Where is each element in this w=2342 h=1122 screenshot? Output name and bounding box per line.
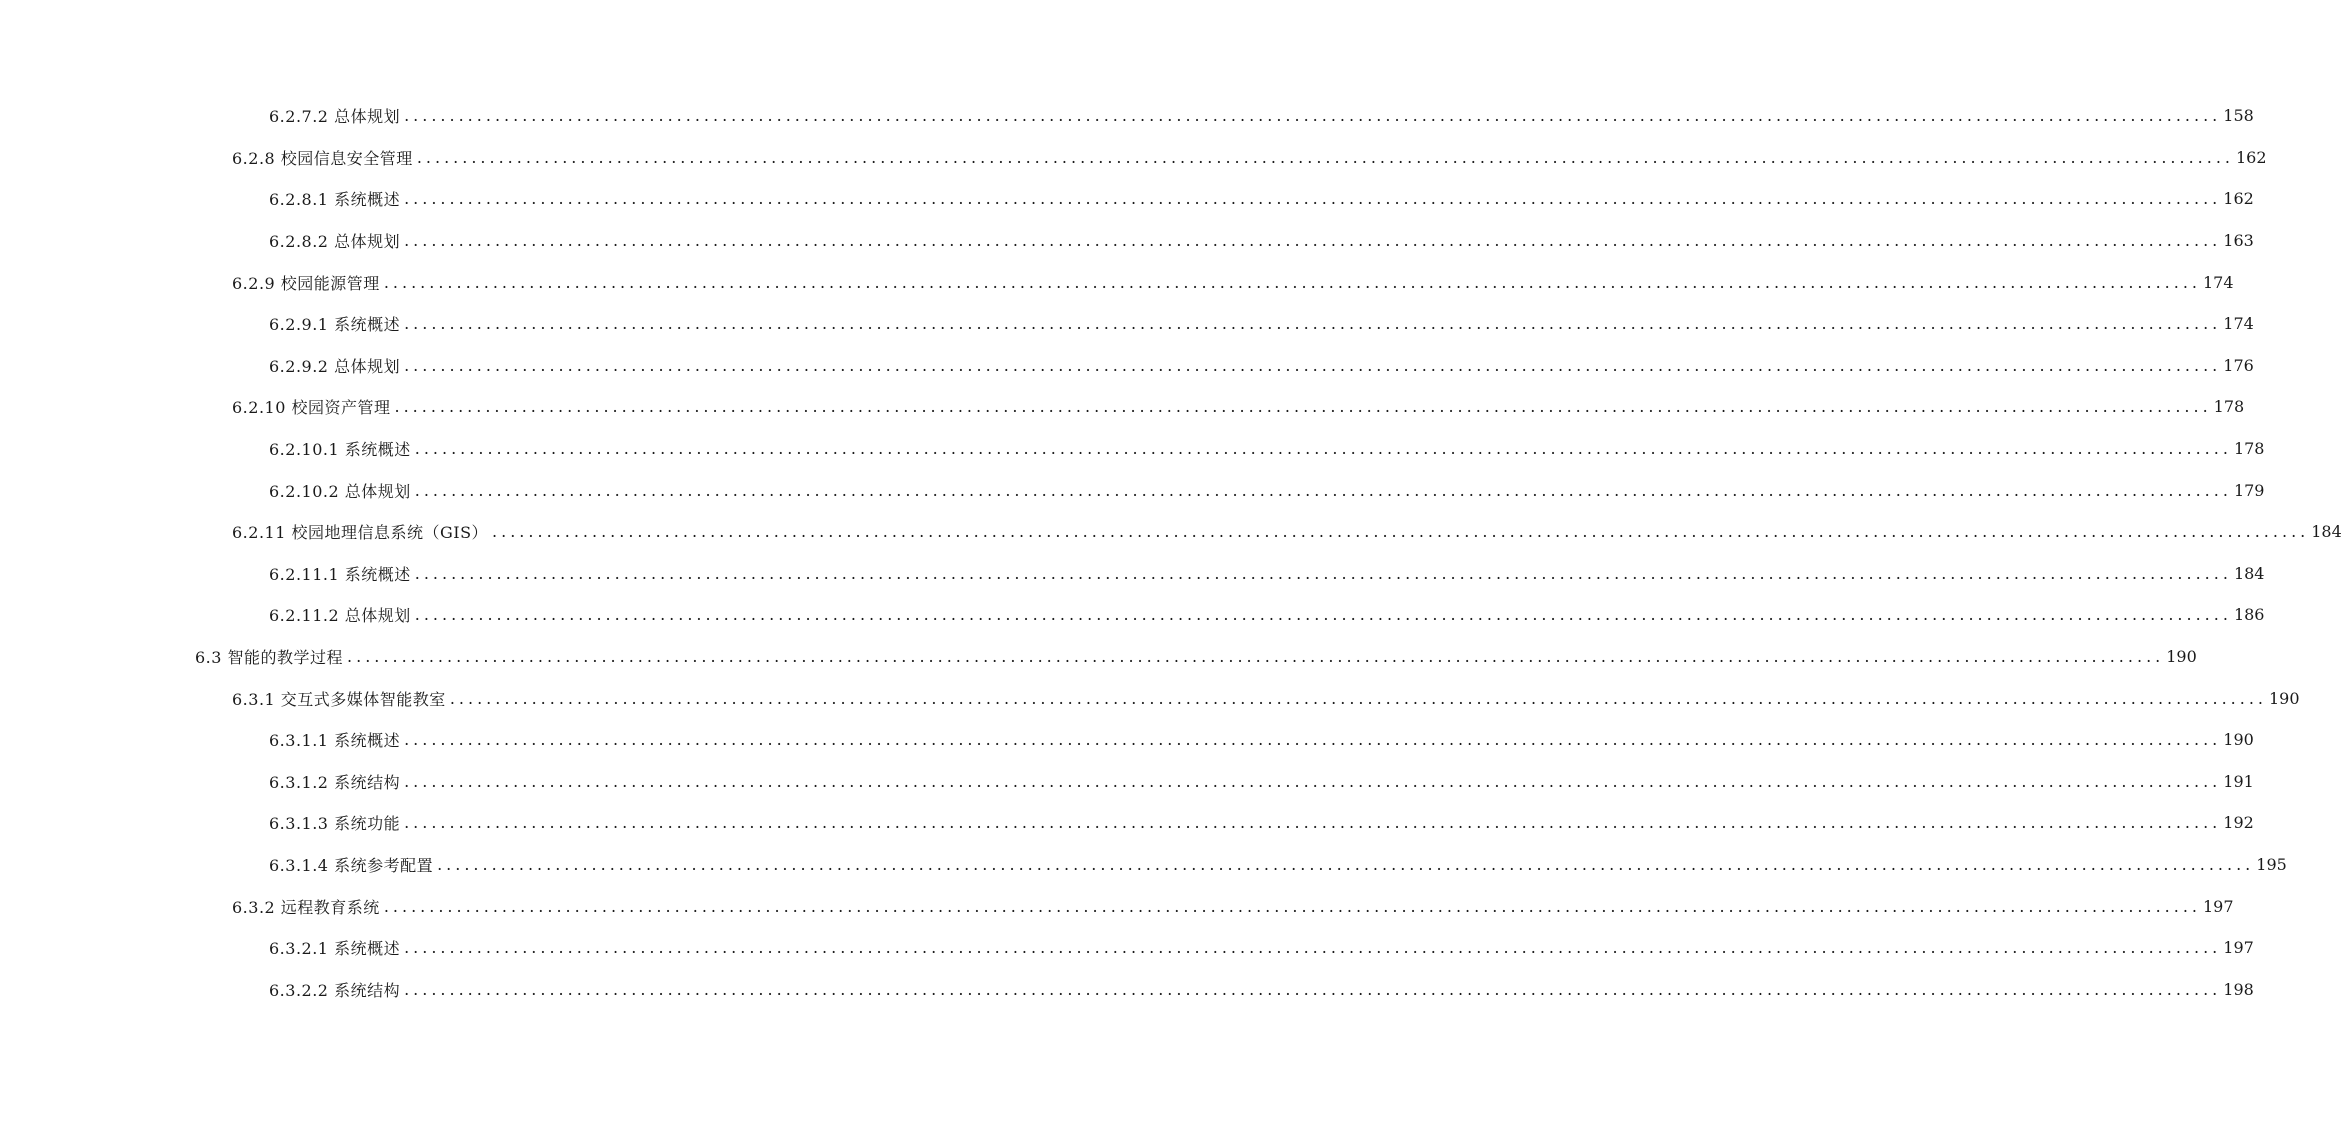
dot-leader: ........................................................................................................................................................................................................: [404, 106, 2222, 126]
toc-entry-page-number: 190: [2223, 730, 2254, 750]
dot-leader: ........................................................................................................................................................................................................: [404, 813, 2222, 833]
toc-entry-label: 6.2.11 校园地理信息系统（GIS）: [232, 523, 489, 543]
toc-entry-label: 6.3 智能的教学过程: [195, 648, 344, 668]
toc-entry[interactable]: [0, 761, 2254, 803]
toc-entry[interactable]: [0, 345, 2254, 387]
toc-entry-page-number: 162: [2236, 147, 2267, 167]
toc-entry[interactable]: [0, 927, 2254, 969]
toc-entry[interactable]: [0, 137, 2267, 179]
dot-leader: ........................................................................................................................................................................................................: [394, 397, 2212, 417]
toc-entry-label: 6.3.1.3 系统功能: [269, 814, 401, 834]
toc-entry[interactable]: [0, 511, 2342, 553]
toc-entry[interactable]: [0, 386, 2245, 428]
toc-entry[interactable]: [0, 95, 2254, 137]
toc-entry[interactable]: [0, 178, 2254, 220]
dot-leader: ........................................................................................................................................................................................................: [437, 854, 2255, 874]
toc-entry-label: 6.2.10 校园资产管理: [232, 398, 391, 418]
dot-leader: ........................................................................................................................................................................................................: [347, 647, 2165, 667]
dot-leader: ........................................................................................................................................................................................................: [414, 605, 2232, 625]
toc-entry-label: 6.2.8 校园信息安全管理: [232, 148, 413, 168]
toc-entry[interactable]: [0, 844, 2287, 886]
dot-leader: ........................................................................................................................................................................................................: [416, 147, 2234, 167]
dot-leader: ........................................................................................................................................................................................................: [404, 730, 2222, 750]
dot-leader: ........................................................................................................................................................................................................: [404, 314, 2222, 334]
toc-entry-page-number: 184: [2233, 563, 2265, 583]
toc-entry[interactable]: [0, 553, 2265, 595]
toc-entry-page-number: 163: [2223, 231, 2254, 251]
toc-entry-label: 6.2.11.1 系统概述: [269, 564, 411, 584]
toc-entry-label: 6.2.8.2 总体规划: [269, 232, 401, 252]
toc-entry[interactable]: [0, 968, 2254, 1010]
toc-entry-page-number: 176: [2223, 355, 2254, 375]
toc-entry-label: 6.2.10.2 总体规划: [269, 481, 411, 501]
dot-leader: ........................................................................................................................................................................................................: [404, 189, 2222, 209]
toc-entry-page-number: 174: [2203, 272, 2234, 292]
toc-entry-label: 6.2.10.1 系统概述: [269, 440, 411, 460]
toc-entry-page-number: 195: [2256, 854, 2287, 874]
toc-entry-label: 6.2.8.1 系统概述: [269, 190, 401, 210]
toc-entry-label: 6.3.2 远程教育系统: [232, 897, 380, 917]
dot-leader: ........................................................................................................................................................................................................: [404, 355, 2222, 375]
toc-entry-label: 6.3.2.2 系统结构: [269, 980, 401, 1000]
toc-entry-label: 6.2.9.2 总体规划: [269, 356, 401, 376]
toc-entry-page-number: 178: [2213, 397, 2245, 417]
toc-entry[interactable]: [0, 303, 2254, 345]
toc-entry-page-number: 174: [2223, 314, 2254, 334]
dot-leader: ........................................................................................................................................................................................................: [404, 979, 2222, 999]
toc-entry[interactable]: [0, 594, 2265, 636]
toc-entry-page-number: 198: [2223, 979, 2254, 999]
toc-entry[interactable]: [0, 677, 2300, 719]
table-of-contents: [0, 95, 2342, 1010]
dot-leader: ........................................................................................................................................................................................................: [383, 896, 2201, 916]
toc-entry-label: 6.2.9.1 系统概述: [269, 315, 401, 335]
toc-entry-page-number: 192: [2223, 813, 2254, 833]
toc-entry-page-number: 179: [2233, 480, 2265, 500]
toc-entry-page-number: 162: [2223, 189, 2254, 209]
toc-entry[interactable]: [0, 719, 2254, 761]
toc-entry[interactable]: [0, 261, 2234, 303]
toc-entry-page-number: 186: [2233, 605, 2265, 625]
dot-leader: ........................................................................................................................................................................................................: [404, 771, 2222, 791]
toc-entry-label: 6.3.1.1 系统概述: [269, 731, 401, 751]
toc-entry-page-number: 191: [2223, 771, 2254, 791]
toc-entry-page-number: 190: [2269, 688, 2300, 708]
dot-leader: ........................................................................................................................................................................................................: [414, 439, 2232, 459]
toc-entry-label: 6.3.1 交互式多媒体智能教室: [232, 689, 446, 709]
toc-entry-page-number: 178: [2233, 439, 2265, 459]
dot-leader: ........................................................................................................................................................................................................: [492, 522, 2310, 542]
toc-entry-page-number: 158: [2223, 106, 2254, 126]
toc-entry-label: 6.3.2.1 系统概述: [269, 939, 401, 959]
toc-entry-page-number: 184: [2311, 522, 2342, 542]
toc-entry-label: 6.2.9 校园能源管理: [232, 273, 380, 293]
toc-entry-label: 6.2.7.2 总体规划: [269, 107, 401, 127]
dot-leader: ........................................................................................................................................................................................................: [414, 480, 2232, 500]
toc-entry-page-number: 197: [2223, 938, 2254, 958]
dot-leader: ........................................................................................................................................................................................................: [449, 688, 2267, 708]
toc-entry-page-number: 190: [2166, 647, 2197, 667]
toc-entry-label: 6.3.1.2 系统结构: [269, 772, 401, 792]
dot-leader: ........................................................................................................................................................................................................: [404, 938, 2222, 958]
toc-entry-label: 6.3.1.4 系统参考配置: [269, 855, 434, 875]
toc-entry[interactable]: [0, 220, 2254, 262]
dot-leader: ........................................................................................................................................................................................................: [383, 272, 2201, 292]
dot-leader: ........................................................................................................................................................................................................: [404, 231, 2222, 251]
toc-entry[interactable]: [0, 802, 2254, 844]
toc-entry[interactable]: [0, 885, 2234, 927]
toc-entry-label: 6.2.11.2 总体规划: [269, 606, 411, 626]
toc-entry[interactable]: [0, 636, 2197, 678]
toc-entry-page-number: 197: [2203, 896, 2234, 916]
toc-entry[interactable]: [0, 469, 2265, 511]
dot-leader: ........................................................................................................................................................................................................: [414, 563, 2232, 583]
toc-entry[interactable]: [0, 428, 2265, 470]
